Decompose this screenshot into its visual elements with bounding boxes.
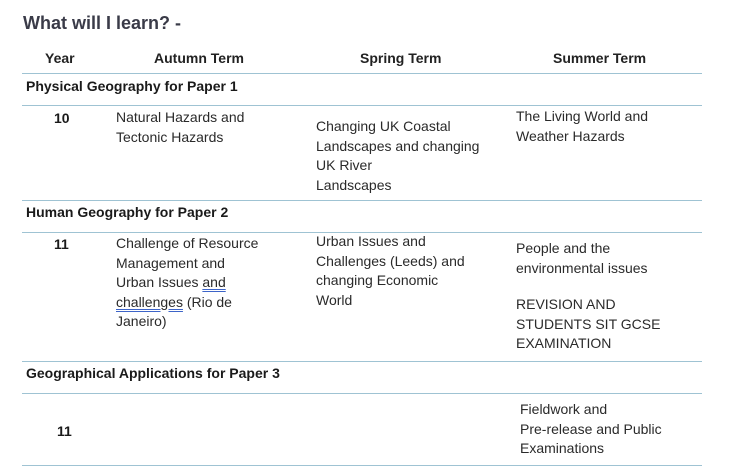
- column-header-spring: Spring Term: [360, 50, 442, 66]
- table-divider: [22, 393, 702, 394]
- table-divider: [22, 73, 702, 74]
- autumn-line: [116, 273, 258, 293]
- autumn-cell: [116, 234, 258, 332]
- page-title: What will I learn? -: [23, 13, 182, 33]
- spring-cell: Changing UK Coastal Landscapes and changing UK River Landscapes: [316, 118, 480, 193]
- year-cell: 10: [54, 110, 70, 126]
- column-header-year: Year: [45, 50, 75, 66]
- section-heading-applications: Geographical Applications for Paper 3: [26, 365, 280, 381]
- autumn-line: Janeiro): [116, 313, 167, 329]
- table-divider: [22, 200, 702, 201]
- autumn-text: (Rio de: [182, 293, 232, 310]
- section-heading-physical: Physical Geography for Paper 1: [26, 78, 238, 94]
- summer-cell-bottom: REVISION AND STUDENTS SIT GCSE EXAMINATION: [516, 296, 661, 351]
- table-divider: [22, 465, 702, 466]
- spellcheck-underlined-text[interactable]: and: [202, 274, 226, 290]
- spring-cell: Urban Issues and Challenges (Leeds) and changing Economic World: [316, 233, 465, 308]
- autumn-line: Challenge of Resource: [116, 235, 259, 251]
- year-cell: 11: [57, 423, 72, 439]
- summer-cell: Fieldwork and Pre-release and Public Examinations: [520, 401, 662, 456]
- autumn-text: Urban Issues: [116, 274, 203, 290]
- column-header-summer: Summer Term: [553, 50, 647, 66]
- autumn-line: Management and: [116, 254, 225, 271]
- summer-cell: The Living World and Weather Hazards: [516, 108, 649, 144]
- year-cell: 11: [54, 236, 69, 252]
- spellcheck-underlined-text[interactable]: challenges: [116, 293, 183, 310]
- section-heading-human: Human Geography for Paper 2: [26, 204, 229, 220]
- table-divider: [22, 105, 702, 106]
- autumn-cell: Natural Hazards and Tectonic Hazards: [116, 109, 245, 145]
- summer-cell-top: People and the environmental issues: [516, 240, 648, 276]
- column-header-autumn: Autumn Term: [154, 50, 244, 66]
- autumn-line: [116, 293, 258, 313]
- table-divider: [22, 361, 702, 362]
